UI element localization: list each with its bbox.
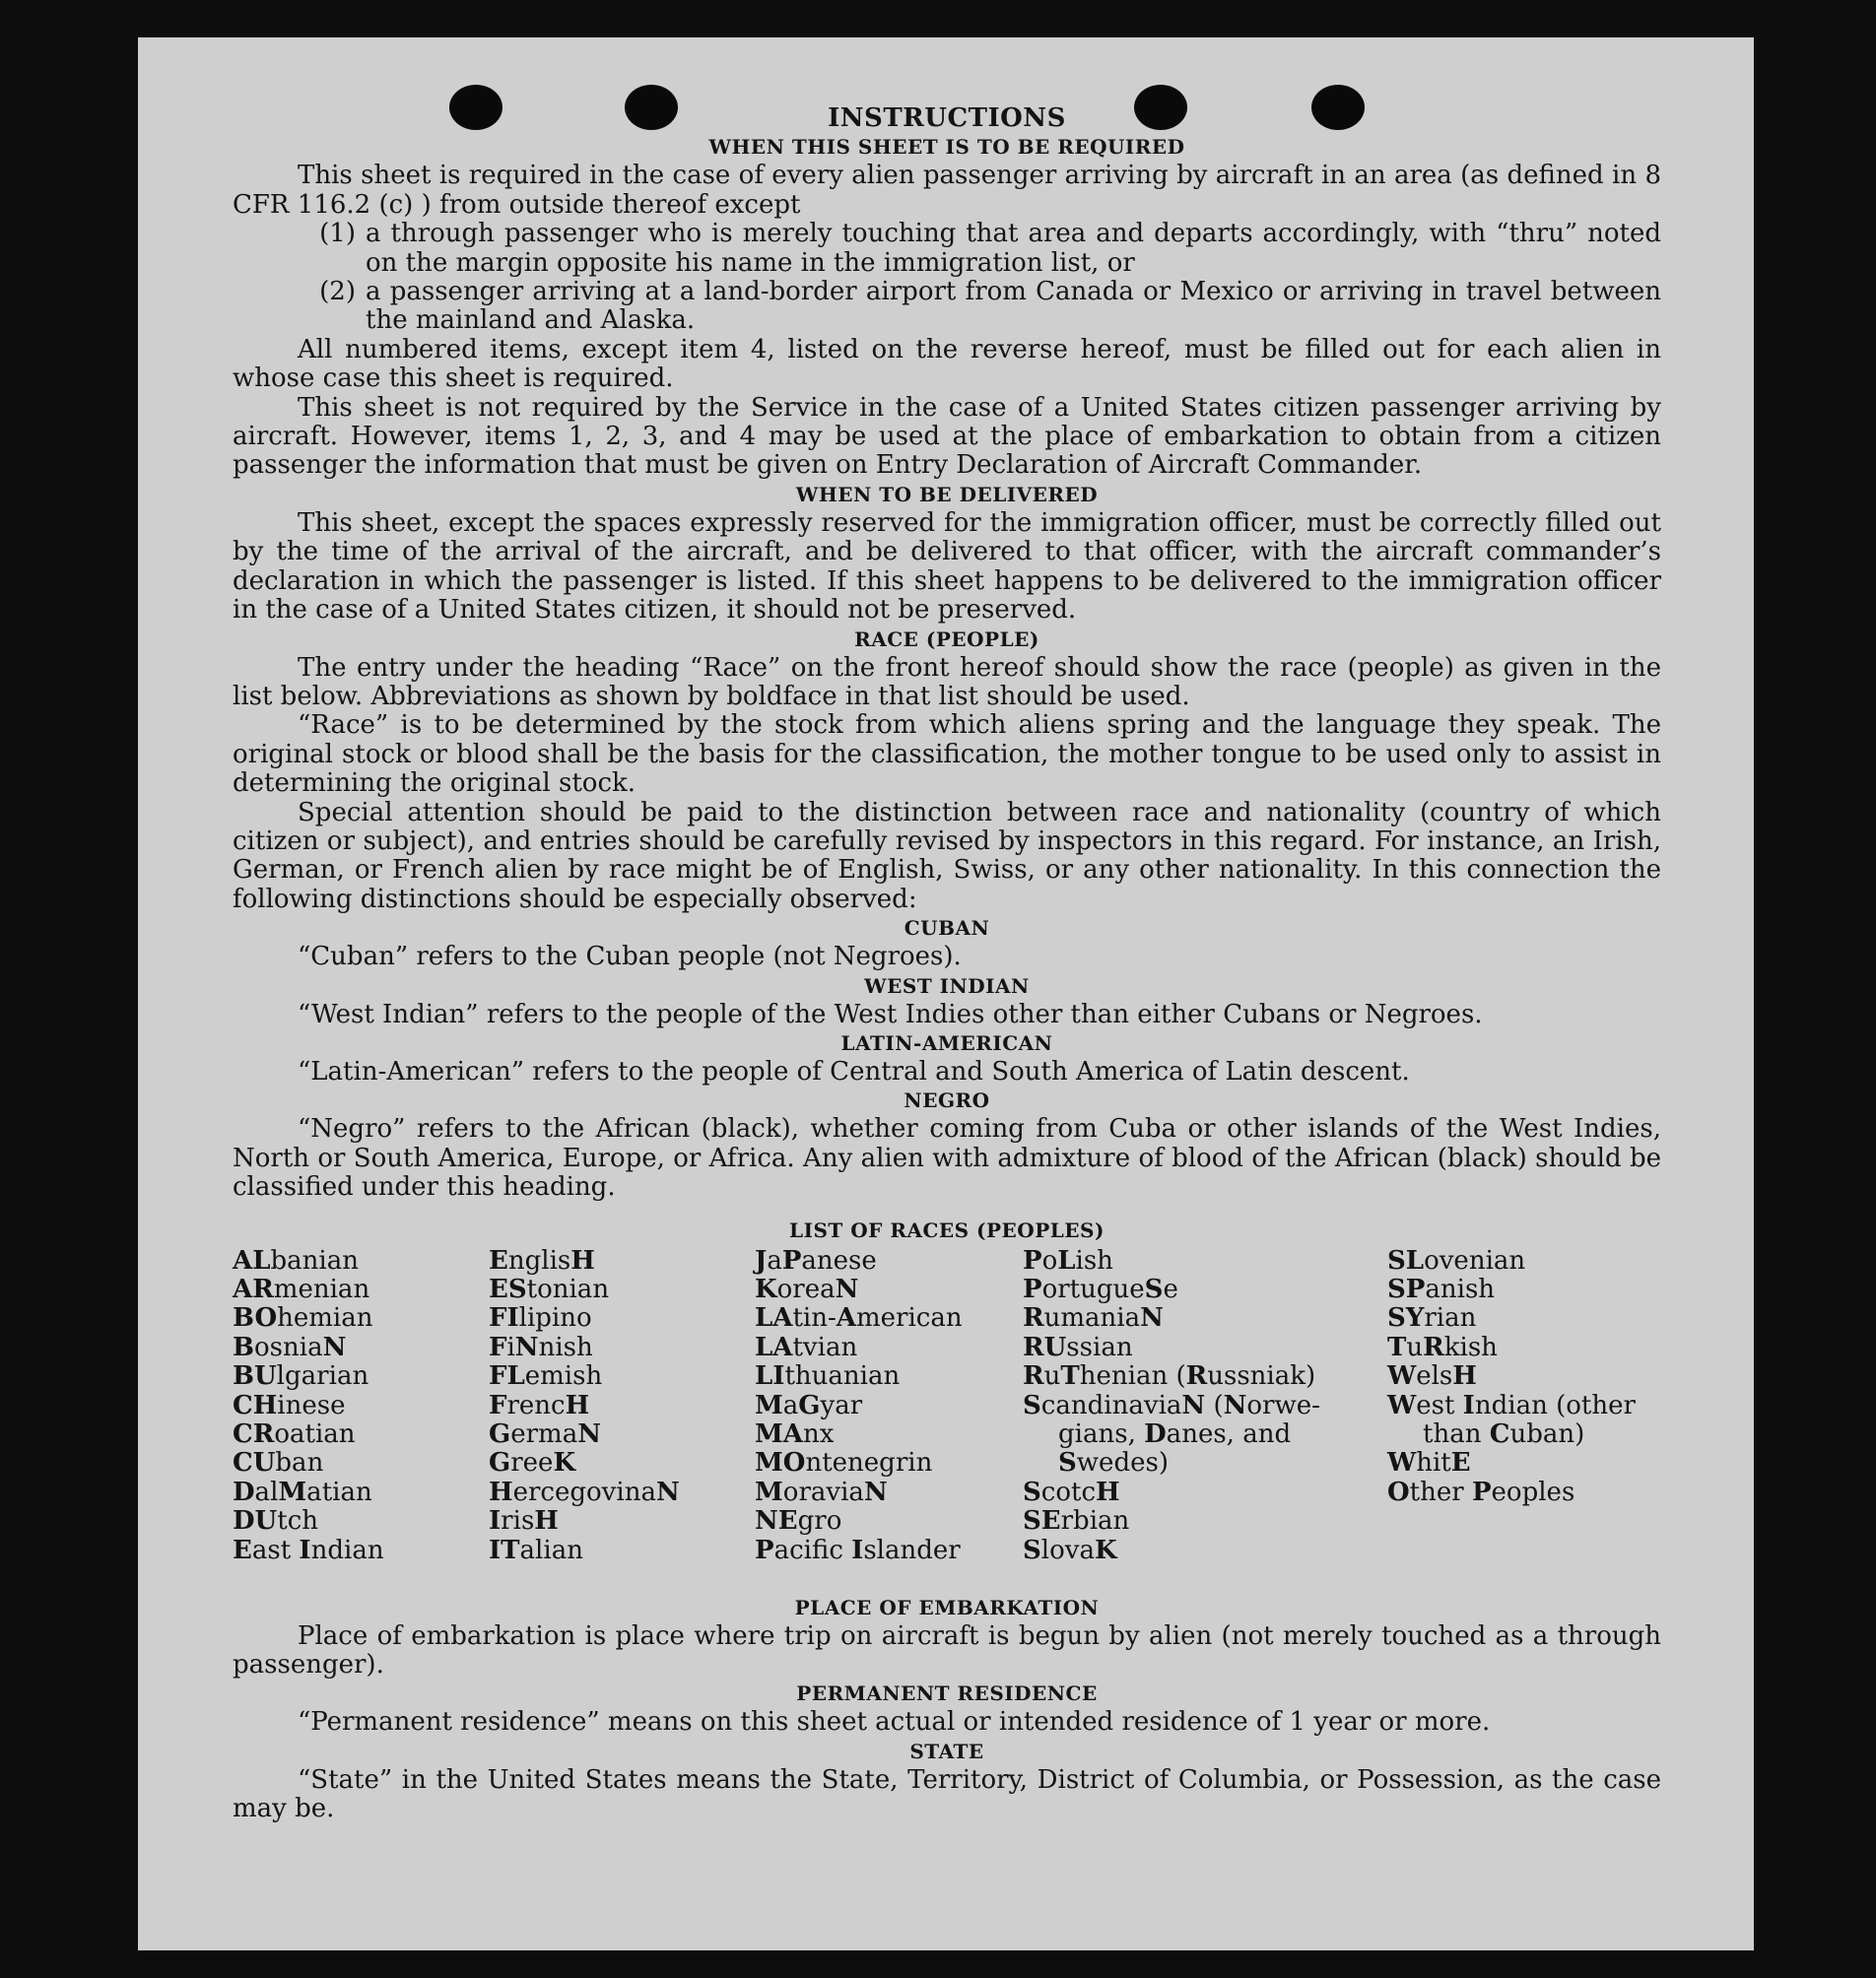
race-entry: NEgro [755, 1506, 842, 1537]
race-entry: PortugueSe [1023, 1275, 1178, 1304]
race-entry: East Indian [233, 1535, 384, 1565]
race-para: “Race” is to be determined by the stock from which aliens spring and the language they speak. The original stock or blood shall be the basis for the classification, the mother tongue to be used only to assist in determining the original stock. [233, 710, 1661, 799]
race-entry: JaPanese [755, 1245, 877, 1276]
exception-item: (1) a through passenger who is merely touching that area and departs accordingly, with “thru” noted on the margin opposite his name in the immigration list, or [319, 219, 1661, 278]
when-required-intro: This sheet is required in the case of every alien passenger arriving by aircraft in an area (as defined in 8 CFR 116.2 (c) ) from outside thereof except [233, 161, 1661, 220]
race-entry: ScotcH [1023, 1477, 1120, 1507]
race-entry: WelsH [1387, 1361, 1477, 1392]
heading-when-delivered: WHEN TO BE DELIVERED [795, 482, 1099, 506]
race-entry: SYrian [1387, 1303, 1477, 1334]
race-entry: LAtvian [755, 1332, 858, 1362]
heading-when-required: WHEN THIS SHEET IS TO BE REQUIRED [708, 135, 1185, 160]
race-entry: IrisH [489, 1506, 559, 1537]
race-entry: GermaN [489, 1419, 601, 1450]
race-entry: CUban [233, 1448, 324, 1479]
race-entry: FIlipino [489, 1303, 592, 1334]
west-indian-text: “West Indian” refers to the people of the West Indies other than either Cubans or Negroes. [298, 999, 1483, 1029]
race-column [755, 1247, 963, 1565]
race-entry: RuThenian (Russniak) [1023, 1361, 1316, 1392]
race-entry: EStonian [489, 1275, 610, 1304]
race-column [1387, 1247, 1636, 1508]
race-entry: GreeK [489, 1448, 576, 1479]
state-text: “State” in the United States means the State, Territory, District of Columbia, or Possession, as the case may be. [233, 1764, 1661, 1824]
race-entry: SErbian [1023, 1506, 1130, 1537]
race-para: The entry under the heading “Race” on the front hereof should show the race (people) as given in the list below. Abbreviations as shown by boldface in that list should be used. [233, 652, 1661, 711]
when-delivered-text: This sheet, except the spaces expressly reserved for the immigration officer, must be correctly filled out by the time of the arrival of the aircraft, and be delivered to that officer, with the aircraft commander’s declaration in which the passenger is listed. If this sheet happens to be delivered to the immigration officer in the case of a United States citizen, it should not be preserved. [233, 507, 1661, 626]
race-column [1023, 1247, 1320, 1565]
heading-negro: NEGRO [904, 1088, 990, 1113]
race-para: Special attention should be paid to the distinction between race and nationality (country of which citizen or subject), and entries should be carefully revised by inspectors in this regard. For instance, an Irish, German, or French alien by race might be of English, Swiss, or any other nationality. In this connection the following distinctions should be especially observed: [233, 797, 1661, 914]
cuban-text: “Cuban” refers to the Cuban people (not Negroes). [298, 942, 962, 972]
race-entry: gians, Danes, and [1058, 1419, 1292, 1450]
race-entry: FLemish [489, 1361, 603, 1392]
race-entry: Other Peoples [1387, 1477, 1575, 1507]
heading-latin-american: LATIN-AMERICAN [840, 1030, 1053, 1055]
when-required-para: All numbered items, except item 4, listed on the reverse hereof, must be filled out for each alien in whose case this sheet is required. [233, 334, 1661, 394]
race-entry: SlovaK [1023, 1535, 1117, 1565]
race-entry: CHinese [233, 1390, 346, 1420]
race-entry: RumaniaN [1023, 1303, 1164, 1334]
heading-embarkation: PLACE OF EMBARKATION [794, 1595, 1100, 1619]
page-title: INSTRUCTIONS [828, 103, 1066, 133]
race-entry: West Indian (other [1387, 1390, 1636, 1420]
race-entry: PoLish [1023, 1245, 1113, 1276]
race-entry: SPanish [1387, 1275, 1496, 1304]
race-entry: BUlgarian [233, 1361, 369, 1392]
race-entry: FrencH [489, 1390, 590, 1420]
race-entry: BOhemian [233, 1303, 373, 1334]
race-entry: MaGyar [755, 1390, 863, 1420]
race-entry: TuRkish [1387, 1332, 1498, 1362]
heading-race: RACE (PEOPLE) [854, 626, 1039, 651]
race-column [233, 1247, 384, 1565]
race-entry: SLovenian [1387, 1245, 1526, 1276]
race-entry: ITalian [489, 1535, 583, 1565]
race-entry: ALbanian [233, 1245, 359, 1276]
race-entry: ScandinaviaN (Norwe- [1023, 1390, 1320, 1420]
race-entry: KoreaN [755, 1275, 859, 1304]
race-entry: WhitE [1387, 1448, 1471, 1479]
race-entry: CRoatian [233, 1419, 356, 1450]
race-entry: LIthuanian [755, 1361, 901, 1392]
race-entry: than Cuban) [1423, 1419, 1585, 1450]
race-entry: Pacifc Islander [755, 1535, 961, 1565]
race-entry: DalMatian [233, 1477, 372, 1507]
race-column [489, 1247, 680, 1565]
race-entry: BosniaN [233, 1332, 347, 1362]
race-entry: HercegovinaN [489, 1477, 680, 1507]
race-entry: LAtin-American [755, 1303, 963, 1334]
exception-item: (2) a passenger arriving at a land-border airport from Canada or Mexico or arriving in travel between the mainland and Alaska. [319, 277, 1661, 336]
instructions-content [233, 104, 1661, 1824]
latin-american-text: “Latin-American” refers to the people of Central and South America of Latin descent. [298, 1056, 1410, 1087]
permanent-residence-text: “Permanent residence” means on this sheet actual or intended residence of 1 year or more. [298, 1707, 1491, 1738]
race-entry: MoraviaN [755, 1477, 888, 1507]
race-entry: EnglisH [489, 1245, 595, 1276]
race-entry: MOntenegrin [755, 1448, 933, 1479]
heading-list-of-races: LIST OF RACES (PEOPLES) [789, 1218, 1105, 1242]
race-entry: Swedes) [1058, 1448, 1169, 1479]
race-entry: FiNnish [489, 1332, 593, 1362]
negro-text: “Negro” refers to the African (black), whether coming from Cuba or other islands of the West Indies, North or South America, Europe, or Africa. Any alien with admixture of blood of the African (black) should be classified under this heading. [233, 1114, 1661, 1203]
embarkation-text: Place of embarkation is place where trip on aircraft is begun by alien (not merely touched as a through passenger). [233, 1620, 1661, 1680]
race-entry: RUssian [1023, 1332, 1133, 1362]
heading-state: STATE [909, 1739, 984, 1763]
heading-permanent-residence: PERMANENT RESIDENCE [796, 1681, 1098, 1706]
heading-west-indian: WEST INDIAN [864, 973, 1030, 998]
race-entry: ARmenian [233, 1275, 370, 1304]
document-sheet [138, 37, 1754, 1950]
race-entry: MAnx [755, 1419, 835, 1450]
heading-cuban: CUBAN [904, 916, 990, 941]
race-entry: DUtch [233, 1506, 318, 1537]
when-required-para: This sheet is not required by the Service in the case of a United States citizen passenger arriving by aircraft. However, items 1, 2, 3, and 4 may be used at the place of embarkation to obtain from a citizen passenger the information that must be given on Entry Declaration of Aircraft Commander. [233, 392, 1661, 481]
race-list [233, 1247, 1661, 1594]
